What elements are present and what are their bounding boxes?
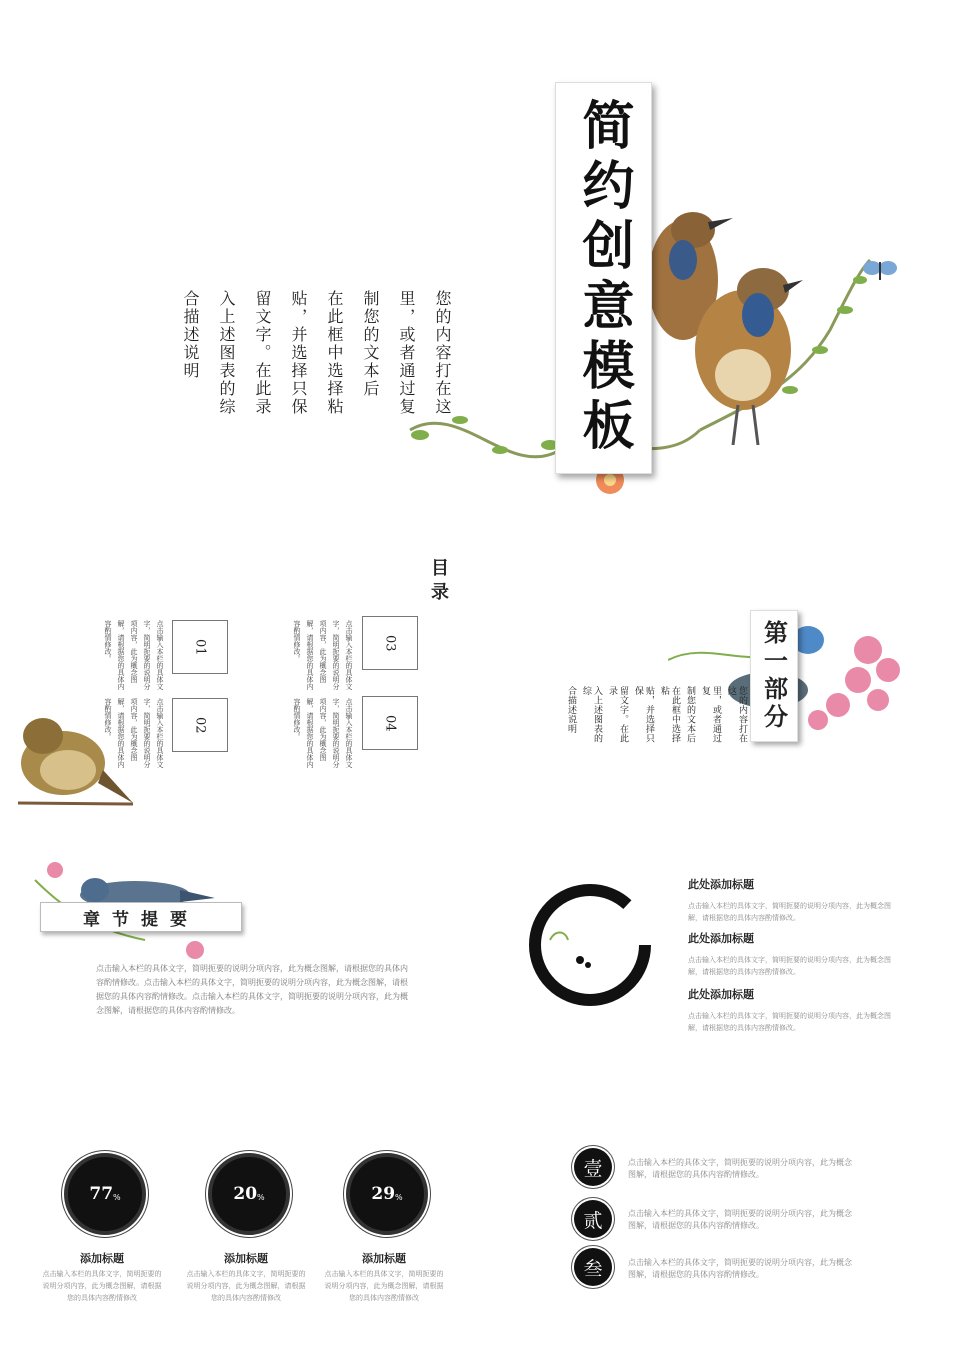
- summary-body: 点击输入本栏的具体文字，简明扼要的说明分项内容，此为概念图解，请根据您的具体内容酌情修改。点击输入本栏的具体文字，简明扼要的说明分项内容，此为概念图解，请根据您的具体内容酌情修改。点击输入本栏的具体文字，简明扼要的说明分项内容，此为概念图解，请根据您的具体内容酌情修改。: [96, 964, 408, 1015]
- summary-title-card: [40, 902, 242, 932]
- stats-slide: [0, 1120, 480, 1350]
- hero-body-col: 入上述图表的综: [217, 290, 236, 416]
- ink-circle-illustration: [510, 870, 660, 1020]
- numbered-text: 点击输入本栏的具体文字，简明扼要的说明分项内容，此为概念图解，请根据您的具体内容酌情修改。: [628, 1209, 852, 1230]
- numbered-text: 点击输入本栏的具体文字，简明扼要的说明分项内容，此为概念图解，请根据您的具体内容酌情修改。: [628, 1258, 852, 1279]
- ink-item-desc: 点击输入本栏的具体文字，简明扼要的说明分项内容，此为概念图解，请根据您的具体内容酌情修改。: [688, 956, 891, 976]
- hero-body-col: 合描述说明: [181, 290, 200, 380]
- toc-item-text: 点击输入本栏的具体文字，简明扼要的说明分项内容，此为概念图解，请根据您的具体内容酌情修改。: [293, 620, 353, 690]
- bird-illustration: [648, 190, 808, 460]
- stat-unit: %: [257, 1192, 265, 1202]
- toc-title: 目录: [428, 558, 449, 606]
- toc-number-box: 04: [362, 696, 418, 750]
- hero-body-col: 里，或者通过复: [397, 290, 416, 416]
- number-badge: 贰: [574, 1200, 612, 1238]
- hero-body-col: 贴，并选择只保: [289, 290, 308, 416]
- stat-value: 77: [89, 1184, 114, 1204]
- hero-title: 简约创意模板: [573, 98, 634, 458]
- ink-list-item: [688, 986, 898, 1034]
- toc-slide: [0, 540, 480, 810]
- sparrow-illustration: [8, 708, 138, 810]
- stat-desc: 点击输入本栏的具体文字，简明扼要的说明分项内容，此为概念图解，请根据您的具体内容酌情修改: [324, 1270, 444, 1302]
- ink-item-desc: 点击输入本栏的具体文字，简明扼要的说明分项内容，此为概念图解，请根据您的具体内容酌情修改。: [688, 902, 891, 922]
- toc-number-box: 02: [172, 698, 228, 752]
- number-badge: 叁: [574, 1248, 612, 1286]
- ink-slide: [480, 830, 960, 1080]
- stat-value: 29: [371, 1184, 396, 1204]
- stat-title: 添加标题: [362, 1252, 406, 1265]
- hero-slide: [0, 0, 960, 520]
- hero-body-col: 留文字。在此录: [253, 290, 272, 416]
- stat-value: 20: [233, 1184, 258, 1204]
- summary-title: 章节提要: [83, 909, 199, 930]
- ink-item-desc: 点击输入本栏的具体文字，简明扼要的说明分项内容，此为概念图解，请根据您的具体内容酌情修改。: [688, 1012, 891, 1032]
- stat-unit: %: [395, 1192, 403, 1202]
- ink-list-item: [688, 876, 898, 924]
- butterfly-icon: [862, 258, 898, 286]
- stat-title: 添加标题: [224, 1252, 268, 1265]
- toc-number-box: 03: [362, 616, 418, 670]
- ink-item-title: 此处添加标题: [688, 932, 754, 945]
- hero-body-col: 您的内容打在这: [433, 290, 452, 416]
- stat-desc: 点击输入本栏的具体文字，简明扼要的说明分项内容，此为概念图解，请根据您的具体内容酌情修改: [42, 1270, 162, 1302]
- toc-item-text: 点击输入本栏的具体文字，简明扼要的说明分项内容，此为概念图解，请根据您的具体内容酌情修改。: [293, 698, 353, 768]
- part-one-body: 您的内容打在这 里，或者通过复 制您的文本后 在此框中选择粘 贴，并选择只保 留文字。在此录 入上述图表的综 合描述说明: [566, 686, 747, 743]
- hero-body: [180, 290, 452, 440]
- hero-title-card: [555, 82, 652, 474]
- part-one-slide: [480, 540, 960, 810]
- toc-item-text: 点击输入本栏的具体文字，简明扼要的说明分项内容，此为概念图解，请根据您的具体内容酌情修改。: [104, 620, 164, 690]
- stat-title: 添加标题: [80, 1252, 124, 1265]
- stat-desc: 点击输入本栏的具体文字，简明扼要的说明分项内容，此为概念图解，请根据您的具体内容酌情修改: [186, 1270, 306, 1302]
- ink-item-title: 此处添加标题: [688, 988, 754, 1001]
- summary-slide: [0, 830, 480, 1080]
- number-badge: 壹: [574, 1148, 612, 1186]
- part-one-card: [750, 610, 798, 742]
- ink-list-item: [688, 930, 898, 978]
- toc-number-box: 01: [172, 620, 228, 674]
- numbered-slide: [480, 1120, 960, 1350]
- numbered-text: 点击输入本栏的具体文字，简明扼要的说明分项内容，此为概念图解，请根据您的具体内容酌情修改。: [628, 1158, 852, 1179]
- stat-circle: [64, 1153, 146, 1235]
- bluebird-illustration: [25, 840, 245, 960]
- hero-body-col: 制您的文本后: [361, 290, 380, 398]
- stat-circle: [346, 1153, 428, 1235]
- stat-circle: [208, 1153, 290, 1235]
- hero-body-col: 在此框中选择粘: [325, 290, 344, 416]
- toc-item-text: 点击输入本栏的具体文字，简明扼要的说明分项内容，此为概念图解，请根据您的具体内容酌情修改。: [104, 698, 164, 768]
- stat-unit: %: [113, 1192, 121, 1202]
- ink-item-title: 此处添加标题: [688, 878, 754, 891]
- part-one-title: 第一部分: [759, 620, 789, 732]
